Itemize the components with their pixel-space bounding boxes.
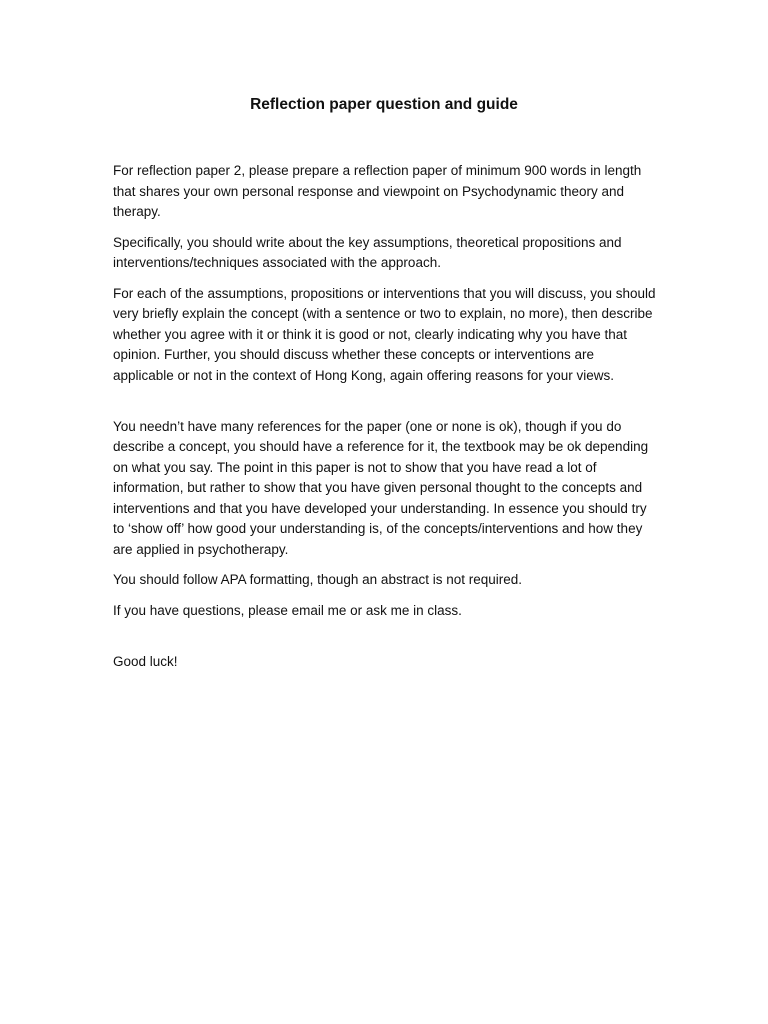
document-body [113,161,658,682]
paragraph-apa-formatting: You should follow APA formatting, though an abstract is not required. [113,572,523,587]
blank-line [113,396,658,417]
paragraph-good-luck: Good luck! [113,653,178,669]
blank-line [113,631,658,652]
paragraph-specifically: Specifically, you should write about the key assumptions, theoretical propositions and interventions/techniques associated with the approach. [113,234,622,270]
paragraph-intro: For reflection paper 2, please prepare a reflection paper of minimum 900 words in length that shares your own personal response and viewpoint on Psychodynamic theory and therapy. [113,163,642,219]
paragraph-assumptions: For each of the assumptions, propositions or interventions that you will discuss, you should very briefly explain the concept (with a sentence or two to explain, no more), then describe whether you agree with it or think it is good or not, clearly indicating why you have that opinion. Further, you should discuss whether these concepts or interventions are applicable or not in the context of Hong Kong, again offering reasons for your views. [113,285,656,383]
paragraph-questions: If you have questions, please email me or ask me in class. [113,602,462,618]
document-title: Reflection paper question and guide [250,96,518,113]
paragraph-references: You needn’t have many references for the paper (one or none is ok), though if you do describe a concept, you should have a reference for it, the textbook may be ok depending on what you say. The point in this paper is not to show that you have read a lot of information, but rather to show that you have given personal thought to the concepts and interventions and that you have developed your understanding. In essence you should try to ‘show off’ how good your understanding is, of the concepts/interventions and how they are applied in psychotherapy. [113,418,649,557]
